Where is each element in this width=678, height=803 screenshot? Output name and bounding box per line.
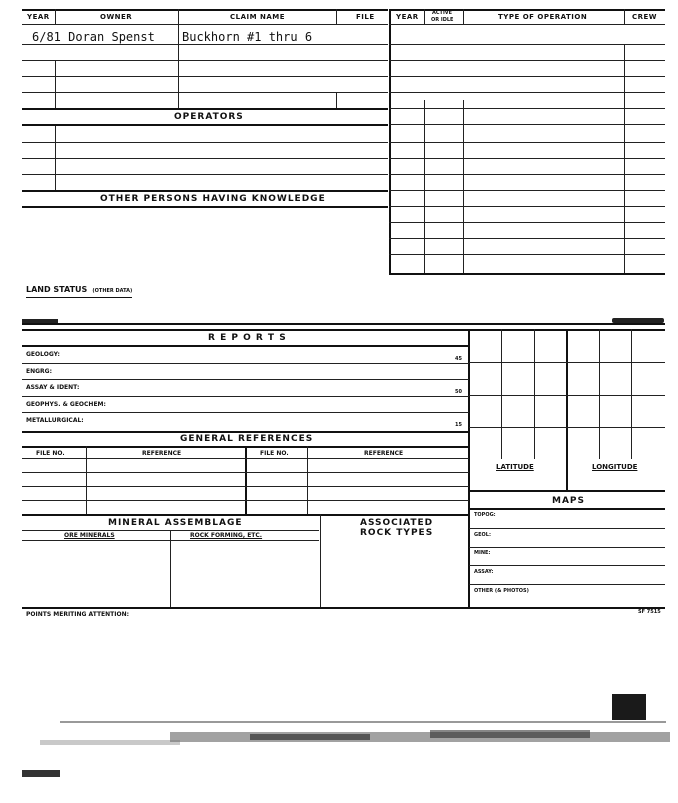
longitude-label: LONGITUDE xyxy=(592,463,638,471)
scan-smear-dark xyxy=(250,734,370,740)
report-assay-label: ASSAY & IDENT: xyxy=(26,384,80,391)
general-references-title: GENERAL REFERENCES xyxy=(180,434,314,444)
scan-noise xyxy=(0,690,678,803)
report-geophys-label: GEOPHYS. & GEOCHEM: xyxy=(26,401,106,408)
reports-title: R E P O R T S xyxy=(208,333,287,343)
claim-name-entry: Buckhorn #1 thru 6 xyxy=(182,30,313,44)
active-header: ACTIVE xyxy=(432,10,453,16)
report-metallurgical-number: 15 xyxy=(455,422,462,428)
op-year-header: YEAR xyxy=(396,13,419,21)
scan-smear-dark-2 xyxy=(430,730,590,738)
ref-file-no-header-2: FILE NO. xyxy=(260,450,289,457)
land-status-subtitle: (OTHER DATA) xyxy=(92,288,133,294)
points-meriting-attention-label: POINTS MERITING ATTENTION: xyxy=(26,611,130,618)
scan-blot-square xyxy=(612,694,646,720)
report-geology-label: GEOLOGY: xyxy=(26,351,60,358)
rock-forming-header: ROCK FORMING, ETC. xyxy=(190,532,263,539)
or-idle-header: OR IDLE xyxy=(431,17,454,23)
map-mine-label: MINE: xyxy=(474,550,491,556)
map-other-label: OTHER (& PHOTOS) xyxy=(474,588,529,594)
land-status-title: LAND STATUS xyxy=(26,285,88,294)
latitude-label: LATITUDE xyxy=(496,463,534,471)
map-geol-label: GEOL: xyxy=(474,532,491,538)
scan-smear xyxy=(170,732,670,742)
ref-reference-header: REFERENCE xyxy=(142,450,182,457)
ref-file-no-header: FILE NO. xyxy=(36,450,65,457)
ref-reference-header-2: REFERENCE xyxy=(364,450,404,457)
other-persons-title: OTHER PERSONS HAVING KNOWLEDGE xyxy=(100,194,326,204)
report-metallurgical-label: METALLURGICAL: xyxy=(26,417,84,424)
mineral-assemblage-title: MINERAL ASSEMBLAGE xyxy=(108,518,243,528)
scan-smear-light xyxy=(40,740,180,745)
scan-corner-mark xyxy=(22,770,60,777)
ore-minerals-header: ORE MINERALS xyxy=(64,532,115,539)
associated-label: ASSOCIATED xyxy=(360,518,434,528)
map-topog-label: TOPOG: xyxy=(474,512,496,518)
report-engrg-label: ENGRG: xyxy=(26,368,52,375)
report-assay-number: 50 xyxy=(455,389,462,395)
operators-title: OPERATORS xyxy=(174,112,244,122)
type-of-operation-header: TYPE OF OPERATION xyxy=(498,13,588,21)
claim-name-header: CLAIM NAME xyxy=(230,13,286,21)
year-header: YEAR xyxy=(27,13,50,21)
report-geology-number: 45 xyxy=(455,356,462,362)
file-header: FILE xyxy=(356,13,375,21)
form-number: SF 7515 xyxy=(638,609,661,615)
maps-title: MAPS xyxy=(552,496,585,506)
claim-owner-entry: 6/81 Doran Spenst xyxy=(32,30,155,44)
rock-types-label: ROCK TYPES xyxy=(360,528,434,538)
crew-header: CREW xyxy=(632,13,658,21)
owner-header: OWNER xyxy=(100,13,133,21)
map-assay-label: ASSAY: xyxy=(474,569,494,575)
